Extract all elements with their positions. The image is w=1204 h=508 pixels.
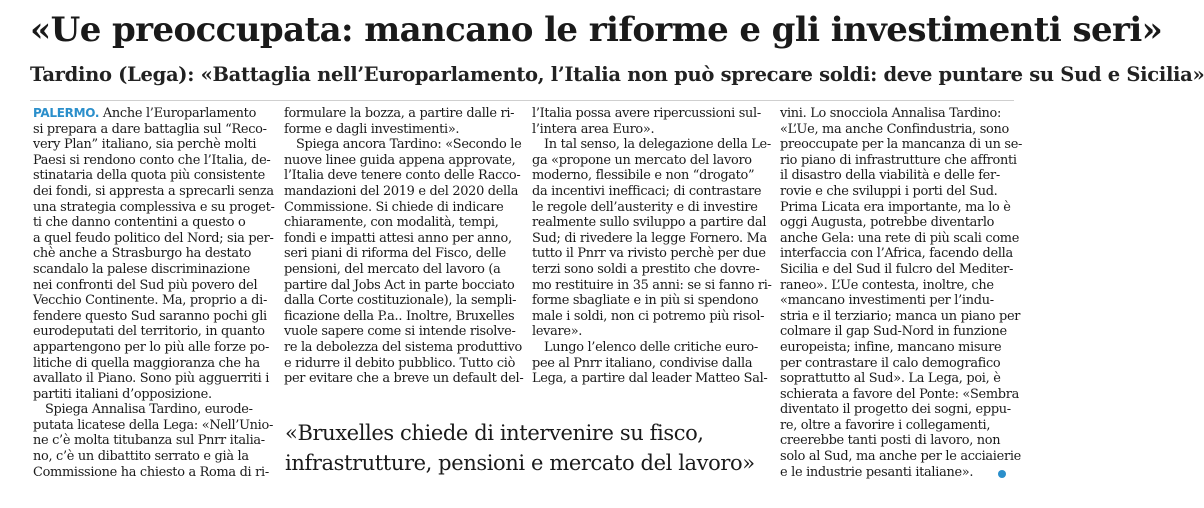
article-line: europeista; infine, mancano misure [780, 339, 1002, 355]
article-line: dei fondi, si appresta a sprecarli senza [33, 183, 274, 199]
article-column-3 [532, 106, 772, 387]
article-line: Spiega ancora Tardino: «Secondo le [296, 137, 522, 153]
article-line: seri piani di riforma del Fisco, delle [284, 246, 506, 262]
article-line: fondi e impatti attesi anno per anno, [284, 230, 512, 246]
article-line: male i soldi, non ci potremo più risol- [532, 308, 765, 324]
article-line: pensioni, del mercato del lavoro (a [284, 261, 501, 277]
article-line: litiche di quella maggioranza che ha [33, 355, 260, 371]
article-line: re, oltre a favorire i collegamenti, [780, 417, 991, 433]
pull-quote-line: infrastrutture, pensioni e mercato del lavoro» [285, 451, 755, 475]
article-line: oggi Augusta, potrebbe diventarlo [780, 215, 995, 231]
article-column-1 [33, 106, 275, 480]
article-line: e le industrie pesanti italiane». [780, 464, 974, 480]
article-line: Prima Licata era importante, ma lo è [780, 199, 1011, 215]
article-line: In tal senso, la delegazione della Le- [544, 137, 771, 153]
end-of-article-marker [998, 470, 1006, 478]
article-line: nei confronti del Sud più povero del [33, 277, 258, 293]
article-line: scandalo la palese discriminazione [33, 261, 250, 277]
article-line: l’intera area Euro». [532, 121, 655, 137]
article-line: una strategia complessiva e su proget- [33, 199, 275, 215]
article-line: very Plan” italiano, sia perchè molti [33, 137, 257, 153]
article-line: per evitare che a breve un default del- [284, 371, 524, 387]
article-line: soprattutto al Sud». La Lega, poi, è [780, 371, 1001, 387]
article-line: Paesi si rendono conto che l’Italia, de- [33, 152, 271, 168]
article-line: formulare la bozza, a partire dalle ri- [284, 106, 515, 121]
article-line: Lega, a partire dal leader Matteo Sal- [532, 371, 768, 387]
article-line: partiti italiani d’opposizione. [33, 386, 212, 402]
article-line: Sud; di rivedere la legge Fornero. Ma [532, 230, 767, 246]
article-line: l’Italia possa avere ripercussioni sul- [532, 106, 761, 121]
article-line: ga «propone un mercato del lavoro [532, 152, 752, 168]
article-line: il disastro della viabilità e delle fer- [780, 168, 1000, 184]
article-line: appartengono per lo più alle forze po- [33, 339, 270, 355]
article-line: «L’Ue, ma anche Confindustria, sono [780, 121, 1009, 137]
article-line: stinataria della quota più consistente [33, 168, 265, 184]
article-line: vini. Lo snocciola Annalisa Tardino: [780, 106, 1002, 121]
article-line: mo restituire in 35 anni: se si fanno ri- [532, 277, 772, 293]
article-line: Sicilia e del Sud il fulcro del Mediter- [780, 261, 1014, 277]
article-line: moderno, flessibile e non “drogato” [532, 168, 755, 184]
article-line: Commissione. Si chiede di indicare [284, 199, 504, 215]
article-line: Commissione ha chiesto a Roma di ri- [33, 464, 269, 480]
article-line: si prepara a dare battaglia sul “Reco- [33, 121, 267, 137]
article-line: ficazione della P.a.. Inoltre, Bruxelles [284, 308, 515, 324]
article-line: le regole dell’austerity e di investire [532, 199, 758, 215]
article-line: creerebbe tanti posti di lavoro, non [780, 433, 1001, 449]
article-line: ne c’è molta titubanza sul Pnrr italia- [33, 433, 265, 449]
article-line: ti che danno contentini a questo o [33, 215, 246, 231]
article-line: forme sbagliate e in più si spendono [532, 293, 759, 309]
article-line: mandazioni del 2019 e del 2020 della [284, 183, 519, 199]
article-line: PALERMO. Anche l’Europarlamento [33, 106, 257, 121]
article-line: forme e dagli investimenti». [284, 121, 460, 137]
article-line: e ridurre il debito pubblico. Tutto ciò [284, 355, 516, 371]
article-line: anche Gela: una rete di più scali come [780, 230, 1020, 246]
article-line: schierata a favore del Ponte: «Sembra [780, 386, 1020, 402]
article-line: putata licatese della Lega: «Nell’Unio- [33, 417, 274, 433]
article-line: «mancano investimenti per l’indu- [780, 293, 994, 309]
article-line: realmente sullo sviluppo a partire dal [532, 215, 767, 231]
article-line: stria e il terziario; manca un piano per [780, 308, 1021, 324]
article-line: re la debolezza del sistema produttivo [284, 339, 522, 355]
article-line: l’Italia deve tenere conto delle Racco- [284, 168, 521, 184]
article-line: Lungo l’elenco delle critiche euro- [544, 339, 758, 355]
subheadline: Tardino (Lega): «Battaglia nell’Europarlamento, l’Italia non può sprecare soldi: deve puntare su Sud e Sicilia» [30, 63, 1204, 86]
article-line: nuove linee guida appena approvate, [284, 152, 516, 168]
article-line: colmare il gap Sud-Nord in funzione [780, 324, 1007, 340]
article-line: avallato il Piano. Sono più agguerriti i [33, 371, 270, 387]
article-line: solo al Sud, ma anche per le acciaierie [780, 449, 1021, 465]
article-line: tutto il Pnrr va rivisto perchè per due [532, 246, 766, 262]
article-line: levare». [532, 324, 583, 340]
article-line: Spiega Annalisa Tardino, eurode- [45, 402, 253, 418]
dateline: PALERMO. [33, 106, 100, 120]
article-line: Vecchio Continente. Ma, proprio a di- [33, 293, 268, 309]
pull-quote [285, 418, 765, 478]
article-column-2 [284, 106, 524, 387]
article-line: vuole sapere come si intende risolve- [284, 324, 516, 340]
article-line: pee al Pnrr italiano, condivise dalla [532, 355, 753, 371]
article-line: rovie e che sviluppi i porti del Sud. [780, 183, 998, 199]
article-line: terzi sono soldi a prestito che dovre- [532, 261, 760, 277]
header-divider [30, 100, 1014, 101]
article-column-4 [780, 106, 1023, 480]
article-line: eurodeputati del territorio, in quanto [33, 324, 265, 340]
article-line: fendere questo Sud saranno pochi gli [33, 308, 267, 324]
article-line: dalla Corte costituzionale), la sempli- [284, 293, 517, 309]
article-line: chiaramente, con modalità, tempi, [284, 215, 499, 231]
article-line: no, c’è un dibattito serrato e già la [33, 449, 249, 465]
article-line: rio piano di infrastrutture che affronti [780, 152, 1017, 168]
article-line: a quel feudo politico del Nord; sia per- [33, 230, 274, 246]
article-line: interfaccia con l’Africa, facendo della [780, 246, 1013, 262]
article-line: preoccupate per la mancanza di un se- [780, 137, 1023, 153]
article-line: chè anche a Strasburgo ha destato [33, 246, 252, 262]
article-line: da incentivi inefficaci; di contrastare [532, 183, 762, 199]
headline: «Ue preoccupata: mancano le riforme e gli investimenti seri» [30, 10, 1163, 50]
pull-quote-line: «Bruxelles chiede di intervenire su fisco, [285, 421, 704, 445]
article-line: diventato il progetto dei sogni, eppu- [780, 402, 1011, 418]
article-line: per contrastare il calo demografico [780, 355, 1001, 371]
article-line: partire dal Jobs Act in parte bocciato [284, 277, 515, 293]
article-line: raneo». L’Ue contesta, inoltre, che [780, 277, 994, 293]
